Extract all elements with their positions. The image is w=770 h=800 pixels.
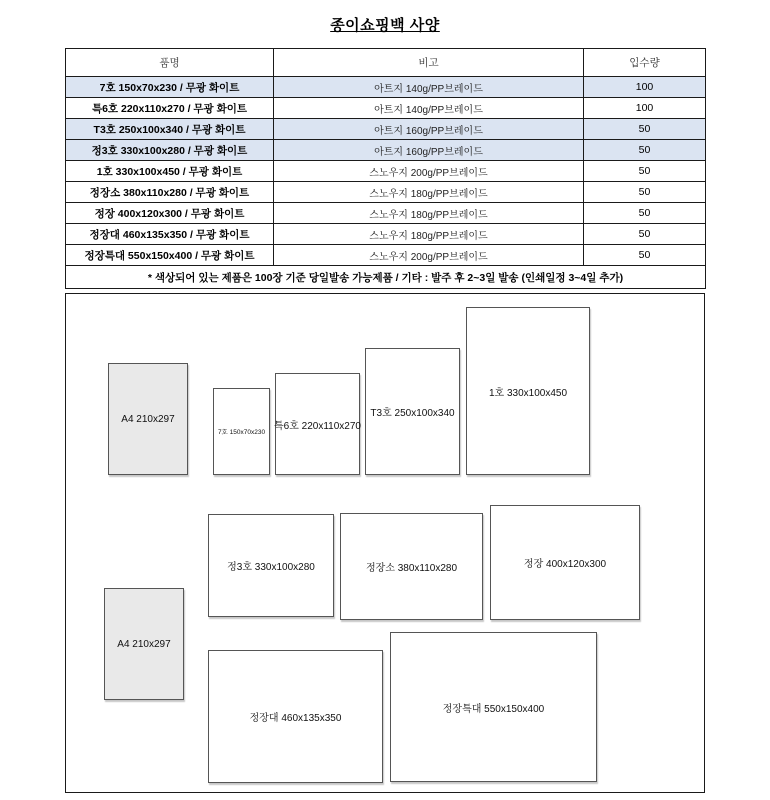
table-row [66,140,706,161]
col-header-product-name: 품명 [66,49,274,77]
size-box [275,373,360,475]
remarks-cell: 아트지 140g/PP브레이드 [274,98,584,119]
product-name-cell: 정장대 460x135x350 / 무광 화이트 [66,224,274,245]
size-box-label: 7호 150x70x230 [217,429,266,436]
spec-table [65,48,706,289]
size-box-label: 특6호 220x110x270 [274,420,361,432]
remarks-cell: 스노우지 180g/PP브레이드 [274,203,584,224]
quantity-cell: 50 [584,245,706,266]
quantity-cell: 50 [584,161,706,182]
table-row [66,203,706,224]
remarks-cell: 스노우지 180g/PP브레이드 [274,182,584,203]
size-box [108,363,188,475]
col-header-quantity: 입수량 [584,49,706,77]
size-box-label: 정장 400x120x300 [523,559,607,570]
table-row [66,77,706,98]
product-name-cell: 특6호 220x110x270 / 무광 화이트 [66,98,274,119]
size-box-label: 정장대 460x135x350 [249,713,342,724]
col-header-remarks: 비고 [274,49,584,77]
size-box [208,514,334,617]
table-row [66,224,706,245]
size-box-label: 정장특대 550x150x400 [442,703,545,715]
size-box-label: 1호 330x100x450 [488,387,568,399]
size-box [208,650,383,783]
size-box-label: T3호 250x100x340 [370,408,455,419]
product-name-cell: 7호 150x70x230 / 무광 화이트 [66,77,274,98]
table-row [66,119,706,140]
remarks-cell: 스노우지 200g/PP브레이드 [274,245,584,266]
table-row [66,182,706,203]
product-name-cell: 정장 400x120x300 / 무광 화이트 [66,203,274,224]
product-name-cell: 정3호 330x100x280 / 무광 화이트 [66,140,274,161]
quantity-cell: 50 [584,224,706,245]
table-row [66,245,706,266]
size-box [390,632,597,782]
quantity-cell: 50 [584,119,706,140]
product-name-cell: 정장소 380x110x280 / 무광 화이트 [66,182,274,203]
table-header-row [66,49,706,77]
quantity-cell: 100 [584,98,706,119]
quantity-cell: 100 [584,77,706,98]
size-box-label: 정장소 380x110x280 [365,563,458,574]
remarks-cell: 스노우지 180g/PP브레이드 [274,224,584,245]
size-box [340,513,483,620]
quantity-cell: 50 [584,182,706,203]
product-name-cell: 1호 330x100x450 / 무광 화이트 [66,161,274,182]
size-box-label: A4 210x297 [121,413,175,425]
page-title: 종이쇼핑백 사양 [330,17,440,34]
size-box [104,588,184,700]
size-comparison-diagram [65,293,705,793]
table-row [66,98,706,119]
remarks-cell: 아트지 160g/PP브레이드 [274,140,584,161]
quantity-cell: 50 [584,140,706,161]
size-box [213,388,270,475]
size-box [365,348,460,475]
quantity-cell: 50 [584,203,706,224]
product-name-cell: 정장특대 550x150x400 / 무광 화이트 [66,245,274,266]
size-box-label: 정3호 330x100x280 [227,562,315,573]
size-box [490,505,640,620]
size-box-label: A4 210x297 [117,638,171,650]
size-box [466,307,590,475]
remarks-cell: 스노우지 200g/PP브레이드 [274,161,584,182]
remarks-cell: 아트지 160g/PP브레이드 [274,119,584,140]
table-footnote: * 색상되어 있는 제품은 100장 기준 당일발송 가능제품 / 기타 : 발주 후 2~3일 발송 (인쇄일정 3~4일 추가) [66,266,706,289]
table-row [66,161,706,182]
table-footnote-row [66,266,706,289]
product-name-cell: T3호 250x100x340 / 무광 화이트 [66,119,274,140]
remarks-cell: 아트지 140g/PP브레이드 [274,77,584,98]
